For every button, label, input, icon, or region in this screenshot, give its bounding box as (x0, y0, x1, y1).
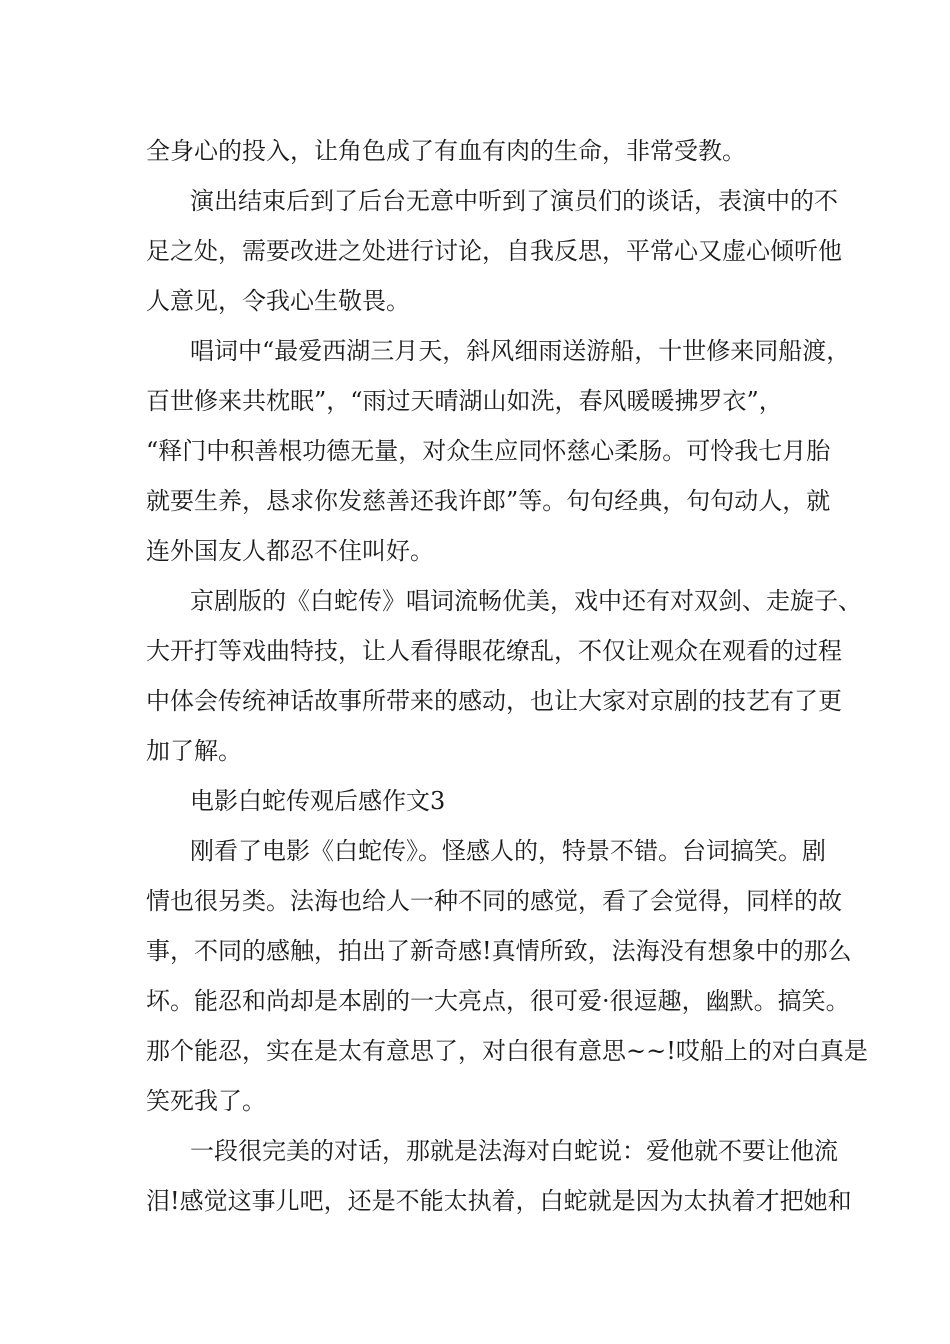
text-line: 笑死我了。 (146, 1087, 266, 1115)
text-line: 京剧版的《白蛇传》唱词流畅优美，戏中还有对双剑、走旋子、 (190, 587, 862, 615)
section-heading: 电影白蛇传观后感作文3 (190, 787, 446, 815)
text-line: 中体会传统神话故事所带来的感动，也让大家对京剧的技艺有了更 (146, 687, 842, 715)
text-line: 演出结束后到了后台无意中听到了演员们的谈话，表演中的不 (190, 187, 838, 215)
text-line: 一段很完美的对话，那就是法海对白蛇说：爱他就不要让他流 (190, 1137, 838, 1165)
text-line: 足之处，需要改进之处进行讨论，自我反思，平常心又虚心倾听他 (146, 237, 842, 265)
text-line: 全身心的投入，让角色成了有血有肉的生命，非常受教。 (146, 137, 746, 165)
text-line: 那个能忍，实在是太有意思了，对白很有意思~~!哎船上的对白真是 (146, 1037, 868, 1065)
text-line: 情也很另类。法海也给人一种不同的感觉，看了会觉得，同样的故 (146, 887, 842, 915)
text-line: 连外国友人都忍不住叫好。 (146, 537, 434, 565)
text-line: 泪!感觉这事儿吧，还是不能太执着，白蛇就是因为太执着才把她和 (146, 1187, 852, 1215)
text-line: 刚看了电影《白蛇传》。怪感人的，特景不错。台词搞笑。剧 (190, 837, 826, 865)
text-line: “释门中积善根功德无量，对众生应同怀慈心柔肠。可怜我七月胎 (146, 437, 831, 465)
text-line: 事，不同的感触，拍出了新奇感!真情所致，法海没有想象中的那么 (146, 937, 852, 965)
text-line: 唱词中“最爱西湖三月天，斜风细雨送游船，十世修来同船渡， (190, 337, 851, 365)
text-line: 就要生养，恳求你发慈善还我许郎”等。句句经典，句句动人，就 (146, 487, 831, 515)
text-line: 百世修来共枕眠”，“雨过天晴湖山如洗，春风暖暖拂罗衣”， (146, 387, 783, 415)
text-line: 加了解。 (146, 737, 242, 765)
text-line: 坏。能忍和尚却是本剧的一大亮点，很可爱·很逗趣，幽默。搞笑。 (146, 987, 850, 1015)
text-line: 人意见，令我心生敬畏。 (146, 287, 410, 315)
text-line: 大开打等戏曲特技，让人看得眼花缭乱，不仅让观众在观看的过程 (146, 637, 842, 665)
